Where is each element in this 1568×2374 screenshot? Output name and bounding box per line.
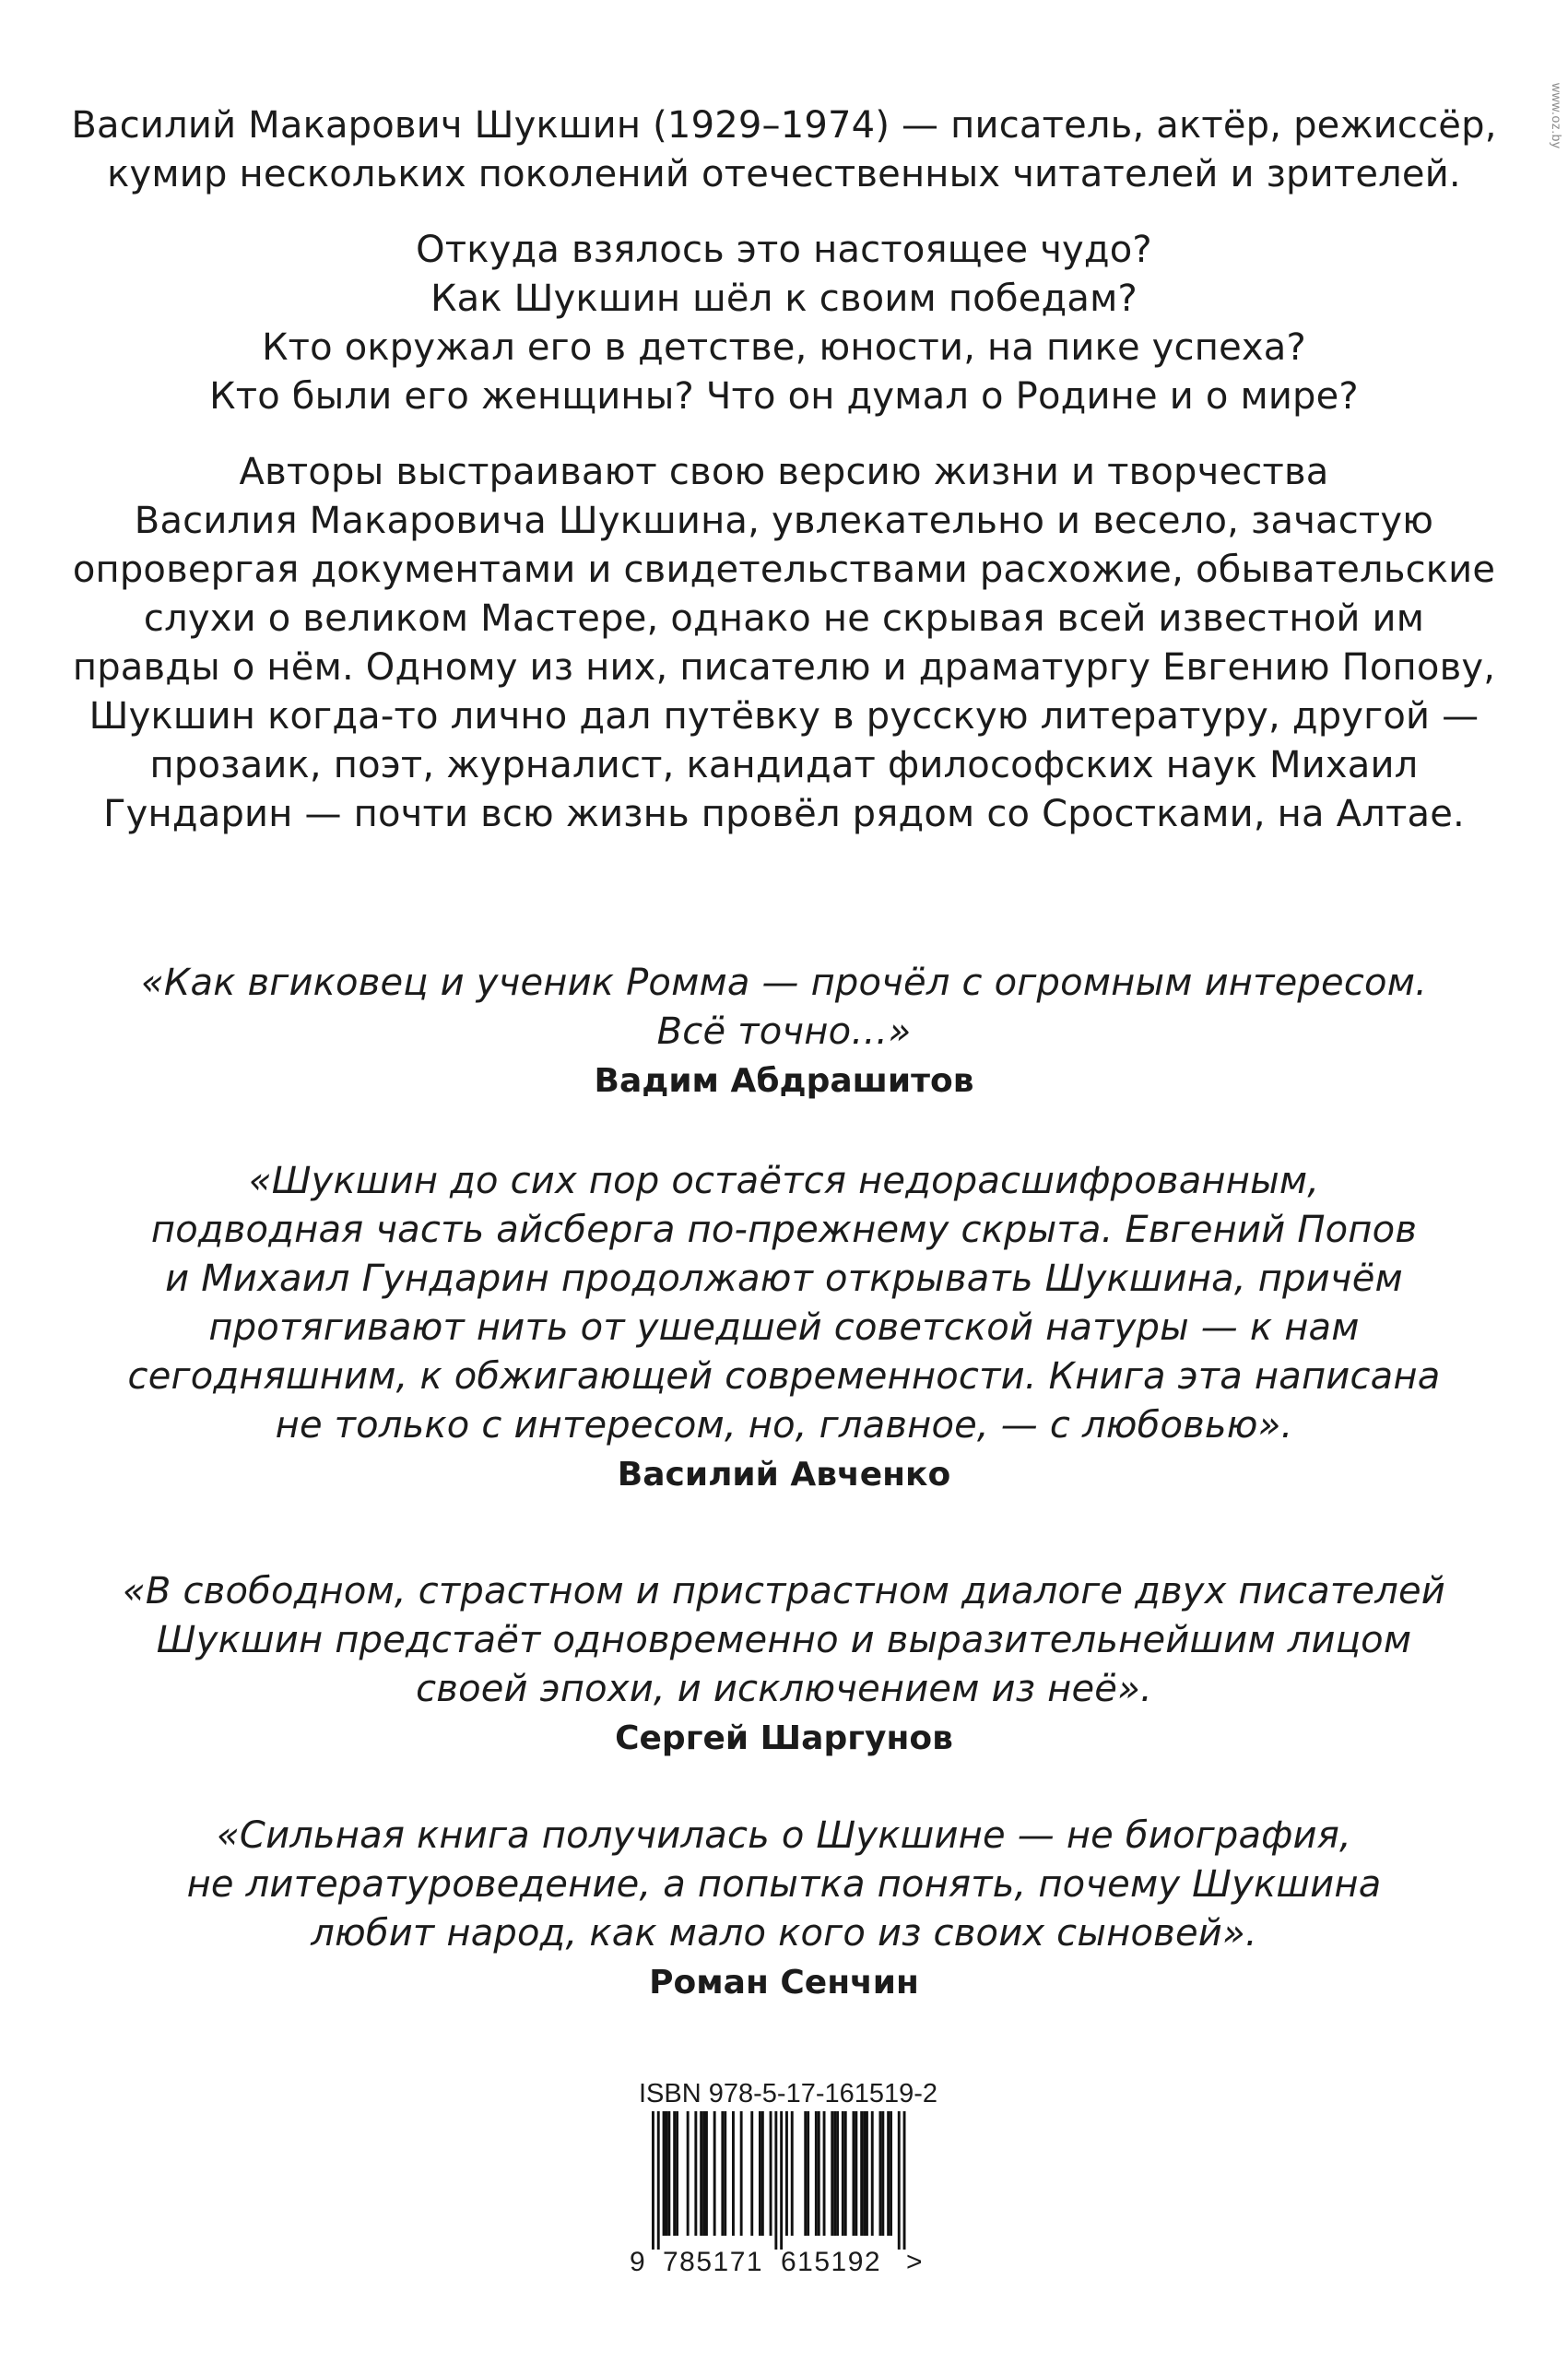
barcode-bar <box>831 2111 833 2236</box>
blurb-quote-abdrashitov <box>55 959 1513 1105</box>
barcode-bar <box>761 2111 764 2236</box>
quote-author: Василий Авченко <box>617 1456 951 1494</box>
barcode-bar <box>667 2111 670 2236</box>
barcode-bar <box>879 2111 882 2236</box>
quote-line: не литературоведение, а попытка понять, почему Шукшина <box>186 1863 1382 1906</box>
quote-line: не только с интересом, но, главное, — с любовью». <box>275 1404 1293 1447</box>
description-line: правды о нём. Одному из них, писателю и драматургу Евгению Попову, <box>72 646 1496 689</box>
description-line: опровергая документами и свидетельствами расхожие, обывательские <box>72 549 1496 591</box>
barcode-digits-right: 615192 <box>781 2247 882 2277</box>
quote-line: «Как вгиковец и ученик Ромма — прочёл с огромным интересом. <box>141 962 1427 1004</box>
quote-line: протягивают нить от ушедшей советской натуры — к нам <box>208 1306 1360 1349</box>
barcode-bar <box>853 2111 855 2236</box>
barcode-digit-first: 9 <box>630 2247 647 2277</box>
barcode-bar <box>860 2111 863 2236</box>
barcode-bar <box>807 2111 809 2236</box>
quote-author: Сергей Шаргунов <box>615 1719 953 1757</box>
barcode-bar <box>887 2111 890 2236</box>
quote-author: Вадим Абдрашитов <box>594 1062 974 1100</box>
description-paragraph <box>55 448 1513 839</box>
isbn-label: ISBN 978-5-17-161519-2 <box>639 2079 938 2108</box>
barcode-bar <box>866 2111 868 2236</box>
barcode-bar <box>657 2111 660 2250</box>
barcode-bar <box>863 2111 866 2236</box>
barcode-icon <box>630 2111 925 2250</box>
barcode-bar <box>740 2111 743 2236</box>
barcode-bar <box>785 2111 788 2236</box>
barcode-bar <box>759 2111 761 2236</box>
blurb-quote-shargunov <box>55 1567 1513 1763</box>
barcode-bar <box>652 2111 654 2250</box>
intro-line: кумир нескольких поколений отечественных читателей и зрителей. <box>107 153 1461 195</box>
description-line: прозаик, поэт, журналист, кандидат философских наук Михаил <box>149 744 1419 786</box>
barcode-quiet-zone-arrow: > <box>906 2247 925 2277</box>
intro-paragraph <box>55 101 1513 199</box>
barcode-bar <box>903 2111 906 2250</box>
barcode-bar <box>871 2111 874 2236</box>
quote-line: своей эпохи, и исключением из неё». <box>416 1668 1152 1710</box>
barcode-bar <box>844 2111 847 2236</box>
barcode-bar <box>898 2111 901 2250</box>
barcode-bar <box>836 2111 839 2236</box>
quote-line: Всё точно…» <box>656 1010 912 1053</box>
barcode-bar <box>855 2111 857 2236</box>
barcode-bar <box>700 2111 702 2236</box>
description-line: Гундарин — почти всю жизнь провёл рядом со Сростками, на Алтае. <box>103 793 1465 835</box>
barcode-bar <box>673 2111 676 2236</box>
blurb-quote-avchenko <box>55 1157 1513 1499</box>
barcode-bar <box>713 2111 716 2236</box>
watermark-text: www.oz.by <box>1550 83 1564 149</box>
intro-line: Василий Макарович Шукшин (1929–1974) — писатель, актёр, режиссёр, <box>71 104 1497 147</box>
barcode-bar <box>676 2111 678 2236</box>
barcode-bar <box>823 2111 826 2236</box>
barcode-bar <box>770 2111 772 2236</box>
description-line: Шукшин когда-то лично дал путёвку в русскую литературу, другой — <box>88 695 1480 738</box>
barcode-bar <box>694 2111 697 2236</box>
barcode-bar <box>774 2111 777 2250</box>
blurb-quote-senchin <box>55 1812 1513 2007</box>
barcode-bar <box>818 2111 820 2236</box>
quote-line: «Сильная книга получилась о Шукшине — не биография, <box>217 1814 1351 1857</box>
barcode-bar <box>666 2111 668 2236</box>
barcode-bar <box>881 2111 884 2236</box>
barcode-bar <box>815 2111 818 2236</box>
quote-author: Роман Сенчин <box>649 1964 919 2002</box>
quote-line: Шукшин предстаёт одновременно и выразительнейшим лицом <box>156 1619 1412 1661</box>
barcode-bar <box>833 2111 836 2236</box>
question-line: Кто окружал его в детстве, юности, на пике успеха? <box>262 326 1306 369</box>
question-line: Как Шукшин шёл к своим победам? <box>430 278 1138 320</box>
question-line: Откуда взялось это настоящее чудо? <box>416 229 1152 271</box>
barcode-bar <box>750 2111 753 2236</box>
barcode-bar <box>702 2111 705 2236</box>
quote-line: сегодняшним, к обжигающей современности. Книга эта написана <box>127 1355 1441 1398</box>
barcode-bar <box>721 2111 724 2236</box>
question-line: Кто были его женщины? Что он думал о Родине и о мире? <box>209 375 1359 418</box>
barcode-bar <box>780 2111 783 2250</box>
barcode-bar <box>890 2111 892 2236</box>
barcode-digits-left: 785171 <box>663 2247 764 2277</box>
description-line: Авторы выстраивают свою версию жизни и творчества <box>239 451 1329 493</box>
barcode-bar <box>732 2111 735 2236</box>
quote-line: «Шукшин до сих пор остаётся недорасшифрованным, <box>248 1160 1320 1202</box>
description-line: Василия Макаровича Шукшина, увлекательно и весело, зачастую <box>134 500 1434 542</box>
description-line: слухи о великом Мастере, однако не скрывая всей известной им <box>143 597 1425 640</box>
quote-line: и Михаил Гундарин продолжают открывать Шукшина, причём <box>165 1258 1403 1300</box>
barcode-bar <box>842 2111 844 2236</box>
barcode-bar <box>687 2111 690 2236</box>
barcode-bar <box>663 2111 666 2236</box>
quote-line: «В свободном, страстном и пристрастном диалоге двух писателей <box>123 1570 1445 1612</box>
barcode-bar <box>705 2111 708 2236</box>
barcode-bar <box>804 2111 807 2236</box>
barcode-bar <box>724 2111 726 2236</box>
quote-line: подводная часть айсберга по-прежнему скрыта. Евгений Попов <box>150 1209 1418 1251</box>
questions-paragraph <box>55 226 1513 421</box>
barcode-bar <box>791 2111 794 2236</box>
quote-line: любит народ, как мало кого из своих сыновей». <box>311 1912 1257 1955</box>
